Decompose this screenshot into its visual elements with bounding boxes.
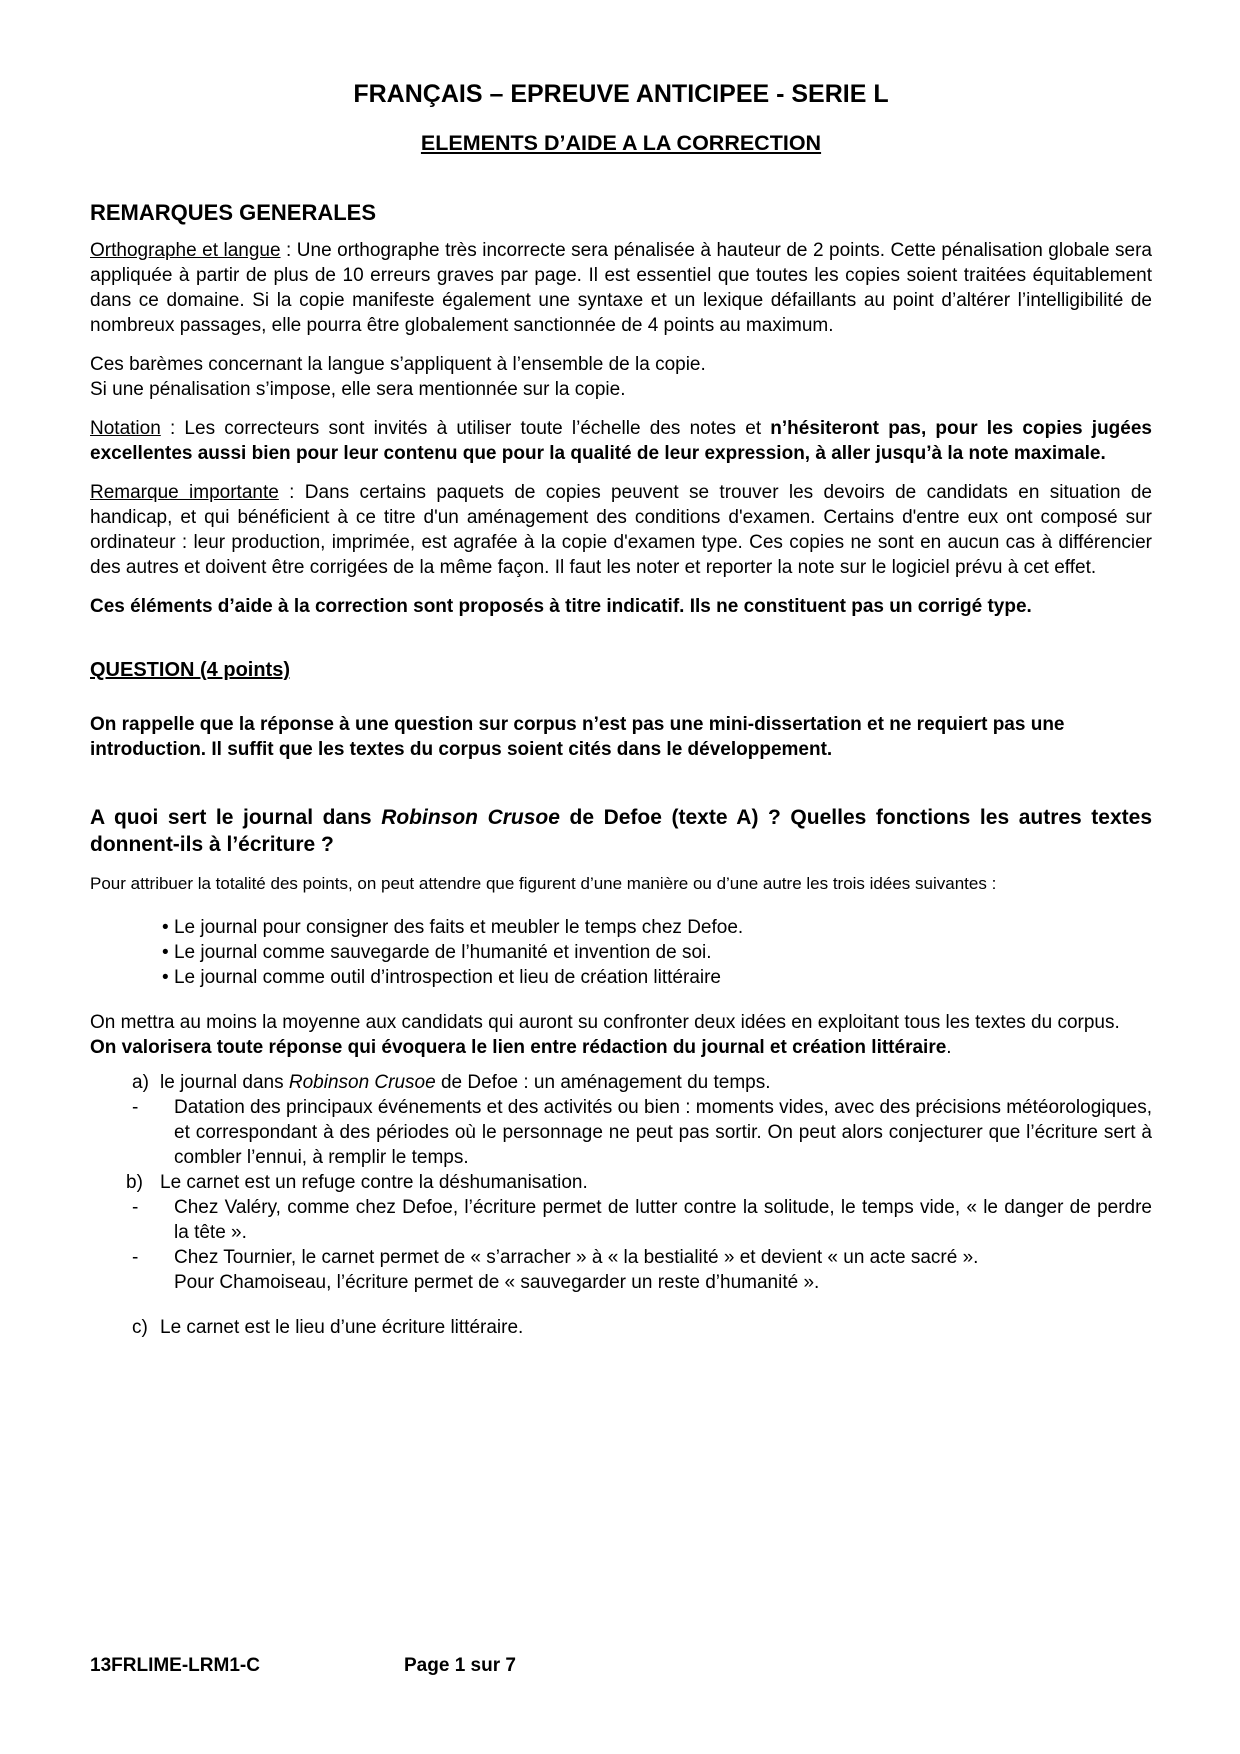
document-page	[90, 80, 1152, 1340]
outline-label-b: b)	[126, 1172, 143, 1193]
text-notation-bold: n’hésiteront pas, pour les copies jugées excellentes aussi bien pour leur contenu que pour la qualité de leur expression, à aller jusqu’à la note maximale.	[90, 418, 1152, 464]
label-orthographe: Orthographe et langue	[90, 240, 281, 261]
paragraph-valorisera	[90, 1035, 1152, 1060]
outline-item-a	[90, 1070, 1152, 1095]
question-heading: QUESTION (4 points)	[90, 659, 290, 681]
outline-label-a: a)	[132, 1072, 149, 1093]
text-remarque-importante: : Dans certains paquets de copies peuvent se trouver les devoirs de candidats en situation de handicap, et qui bénéficient à ce titre d'un aménagement des conditions d'examen. Certains d'entre eux ont composé sur ordinateur : leur production, imprimée, est agrafée à la copie d'examen type. Ces copies ne sont en aucun cas à différencier des autres et doivent être corrigées de la même façon. Il faut les noter et reporter la note sur le logiciel prévu à cet effet.	[90, 482, 1152, 578]
paragraph-moyenne: On mettra au moins la moyenne aux candidats qui auront su confronter deux idées en exploitant tous les textes du corpus.	[90, 1012, 1120, 1033]
text-notation: : Les correcteurs sont invités à utiliser toute l’échelle des notes et	[160, 418, 771, 439]
list-item: • Le journal pour consigner des faits et meubler le temps chez Defoe.	[162, 915, 1152, 940]
outline-dash-a1-text: Datation des principaux événements et des activités ou bien : moments vides, avec des précisions météorologiques, et correspondant à des périodes où le personnage ne peut pas sortir. On peut alors conjecturer que l’écriture sert à combler l’ennui, à remplir le temps.	[174, 1097, 1152, 1168]
outline-item-b	[90, 1170, 1152, 1195]
outline-dash-b1-text: Chez Valéry, comme chez Defoe, l’écriture permet de lutter contre la solitude, le temps vide, « le danger de perdre la tête ».	[174, 1197, 1152, 1243]
question-note: On rappelle que la réponse à une question sur corpus n’est pas une mini-dissertation et ne requiert pas une introduction. Il suffit que les textes du corpus soient cités dans le développement.	[90, 714, 1065, 760]
dash-marker: -	[132, 1097, 139, 1118]
question-text-italic: Robinson Crusoe	[381, 806, 560, 829]
list-item: • Le journal comme sauvegarde de l’humanité et invention de soi.	[162, 940, 1152, 965]
outline-dash-b2-text: Chez Tournier, le carnet permet de « s’arracher » à « la bestialité » et devient « un acte sacré ».	[174, 1247, 979, 1268]
text-valorisera-bold: On valorisera toute réponse qui évoquera le lien entre rédaction du journal et création littéraire	[90, 1037, 947, 1058]
text-orthographe: : Une orthographe très incorrecte sera pénalisée à hauteur de 2 points. Cette pénalisation globale sera appliquée à partir de plus de 10 erreurs graves par page. Il est essentiel que toutes les copies soient traitées équitablement dans ce domaine. Si la copie manifeste également une syntaxe et un lexique défaillants au point d’altérer l’intelligibilité de nombreux passages, elle pourra être globalement sanctionnée de 4 points au maximum.	[90, 240, 1152, 336]
outline-dash-b2-continuation: Pour Chamoiseau, l’écriture permet de « sauvegarder un reste d’humanité ».	[174, 1272, 820, 1293]
question-intro: Pour attribuer la totalité des points, on peut attendre que figurent d’une manière ou d’une autre les trois idées suivantes :	[90, 874, 997, 893]
question-text-part1: A quoi sert le journal dans	[90, 806, 382, 829]
outline-c-text: Le carnet est le lieu d’une écriture littéraire.	[160, 1317, 524, 1338]
outline-b-text: Le carnet est un refuge contre la déshumanisation.	[160, 1172, 588, 1193]
footer-code: 13FRLIME-LRM1-C	[90, 1655, 260, 1676]
paragraph-baremes	[90, 352, 1152, 402]
text-baremes-2: Si une pénalisation s’impose, elle sera mentionnée sur la copie.	[90, 379, 626, 400]
dash-marker: -	[132, 1197, 139, 1218]
text-baremes-1: Ces barèmes concernant la langue s’appliquent à l’ensemble de la copie.	[90, 354, 706, 375]
paragraph-orthographe	[90, 238, 1152, 338]
outline-a-part1: le journal dans	[160, 1072, 289, 1093]
outline-dash-a1	[90, 1095, 1152, 1170]
outline-item-c	[90, 1315, 1152, 1340]
label-remarque-importante: Remarque importante	[90, 482, 279, 503]
question-text-part2: de Defoe (texte A) ? Quelles fonctions les autres textes donnent-ils à l’écriture ?	[90, 806, 1152, 856]
section-heading-remarques: REMARQUES GENERALES	[90, 200, 377, 225]
list-item: • Le journal comme outil d’introspection et lieu de création littéraire	[162, 965, 1152, 990]
label-notation: Notation	[90, 418, 161, 439]
text-valorisera-end: .	[946, 1037, 952, 1058]
answer-outline	[90, 1070, 1152, 1340]
paragraph-remarque-importante	[90, 480, 1152, 580]
ideas-list	[90, 915, 1152, 990]
outline-label-c: c)	[132, 1317, 148, 1338]
document-subtitle: ELEMENTS D’AIDE A LA CORRECTION	[420, 131, 822, 155]
outline-dash-b2	[90, 1245, 1152, 1270]
paragraph-elements-indicatifs: Ces éléments d’aide à la correction sont proposés à titre indicatif. Ils ne constituent pas un corrigé type.	[90, 596, 1032, 617]
dash-marker: -	[132, 1247, 139, 1268]
document-title: FRANÇAIS – EPREUVE ANTICIPEE - SERIE L	[353, 80, 889, 108]
paragraph-notation	[90, 416, 1152, 466]
question-text	[90, 804, 1152, 858]
footer-page-number: Page 1 sur 7	[404, 1655, 516, 1676]
outline-dash-b1	[90, 1195, 1152, 1245]
outline-a-part2: de Defoe : un aménagement du temps.	[435, 1072, 771, 1093]
page-footer	[90, 1655, 516, 1677]
outline-a-italic: Robinson Crusoe	[288, 1072, 436, 1093]
